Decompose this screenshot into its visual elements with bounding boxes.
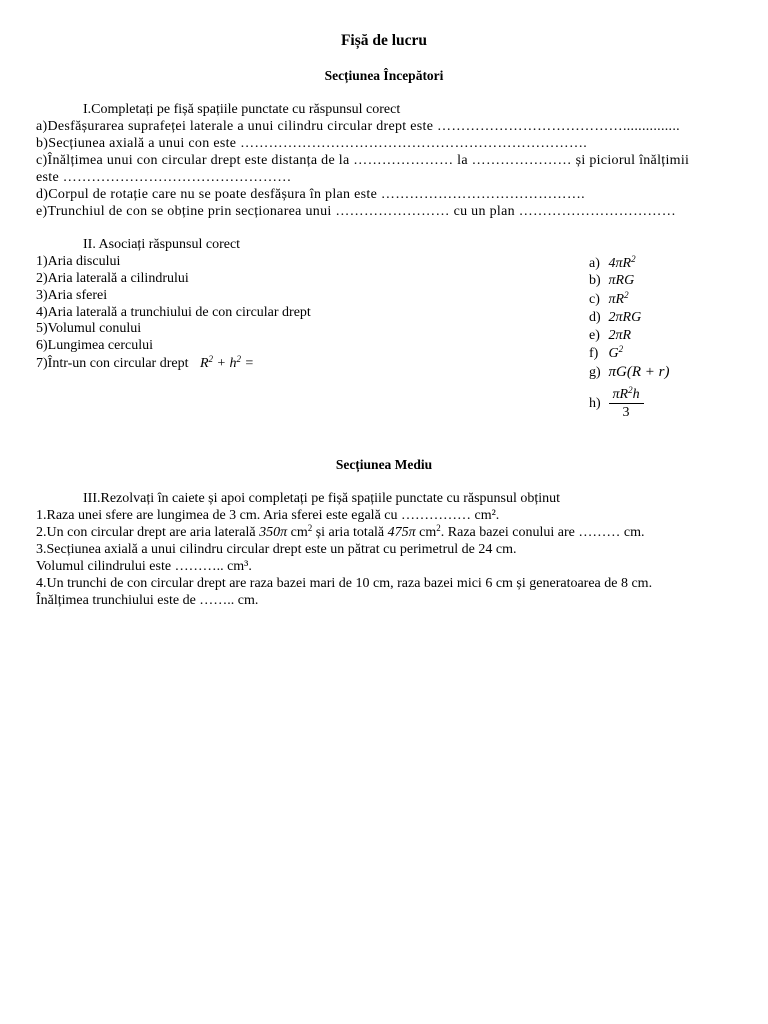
problem-2: 2.Un con circular drept are aria laterală 350π $cm^2$ și aria totală 475π $cm^2$. Raza bazei conului are ……… cm. [36, 523, 645, 540]
match-item-2: 2)Aria laterală a cilindrului [36, 271, 189, 286]
section-beginners-title: Secțiunea Începători [324, 68, 444, 83]
task-3-heading: III.Rezolvați în caiete și apoi completați pe fișă spațiile punctate cu răspunsul obținut [83, 491, 561, 506]
match-item-5: 5)Volumul conului [36, 321, 142, 336]
problem-3-line2: Volumul cilindrului este ……….. cm³. [36, 559, 252, 574]
match-item-1: 1)Aria discului [36, 254, 121, 269]
match-item-6: 6)Lungimea cercului [36, 338, 154, 353]
answer-c: c) $\pi R^2$ [589, 290, 629, 307]
question-e: e)Trunchiul de con se obține prin secționarea unui …………………… cu un plan …………………………… [36, 204, 676, 219]
answer-b: b) πRG [589, 273, 635, 288]
match-item-3: 3)Aria sferei [36, 288, 108, 303]
task-1-heading: I.Completați pe fișă spațiile punctate cu răspunsul corect [83, 102, 401, 117]
task-2-heading: II. Asociați răspunsul corect [83, 237, 241, 252]
answer-g: g) πG(R + r) [589, 364, 670, 380]
answer-a: a) $4\pi R^2$ [589, 254, 636, 271]
formula-r2-plus-h2: $R^2 + h^2$ = [199, 354, 254, 371]
section-medium-title: Secțiunea Mediu [335, 457, 433, 472]
problem-3-line1: 3.Secțiunea axială a unui cilindru circular drept este un pătrat cu perimetrul de 24 cm. [36, 542, 517, 557]
problem-1: 1.Raza unei sfere are lungimea de 3 cm. Aria sferei este egală cu …………… cm². [36, 508, 500, 523]
question-d: d)Corpul de rotație care nu se poate desfășura în plan este ……………………………………. [36, 187, 585, 202]
answer-d: d) 2πRG [589, 310, 642, 325]
question-a: a)Desfășurarea suprafeței laterale a unui cilindru circular drept este …………………………………............... [36, 119, 680, 134]
problem-4-line2: Înălțimea trunchiului este de …….. cm. [36, 593, 259, 608]
question-c-line2: este ………………………………………… [36, 170, 292, 185]
answer-h: h) $\frac{\pi R^2h}{3}$ [589, 386, 644, 421]
answer-f: f) $G^2$ [589, 344, 624, 361]
page-title: Fișă de lucru [340, 32, 428, 49]
question-c-line1: c)Înălțimea unui con circular drept este distanța de la ………………… la ………………… și piciorul înălțimii [36, 153, 690, 168]
answer-e: e) 2πR [589, 328, 632, 343]
match-item-7-label: 7)Într-un con circular drept [36, 356, 189, 371]
match-item-4: 4)Aria laterală a trunchiului de con circular drept [36, 305, 311, 320]
match-item-7 [36, 355, 254, 372]
fraction-pi-r2-h-over-3: $\frac{\pi R^2h}{3}$ [609, 386, 644, 421]
question-b: b)Secțiunea axială a unui con este ………………………………………………………………. [36, 136, 588, 151]
problem-4-line1: 4.Un trunchi de con circular drept are raza bazei mari de 10 cm, raza bazei mici 6 cm și generatoarea de 8 cm. [36, 576, 653, 591]
